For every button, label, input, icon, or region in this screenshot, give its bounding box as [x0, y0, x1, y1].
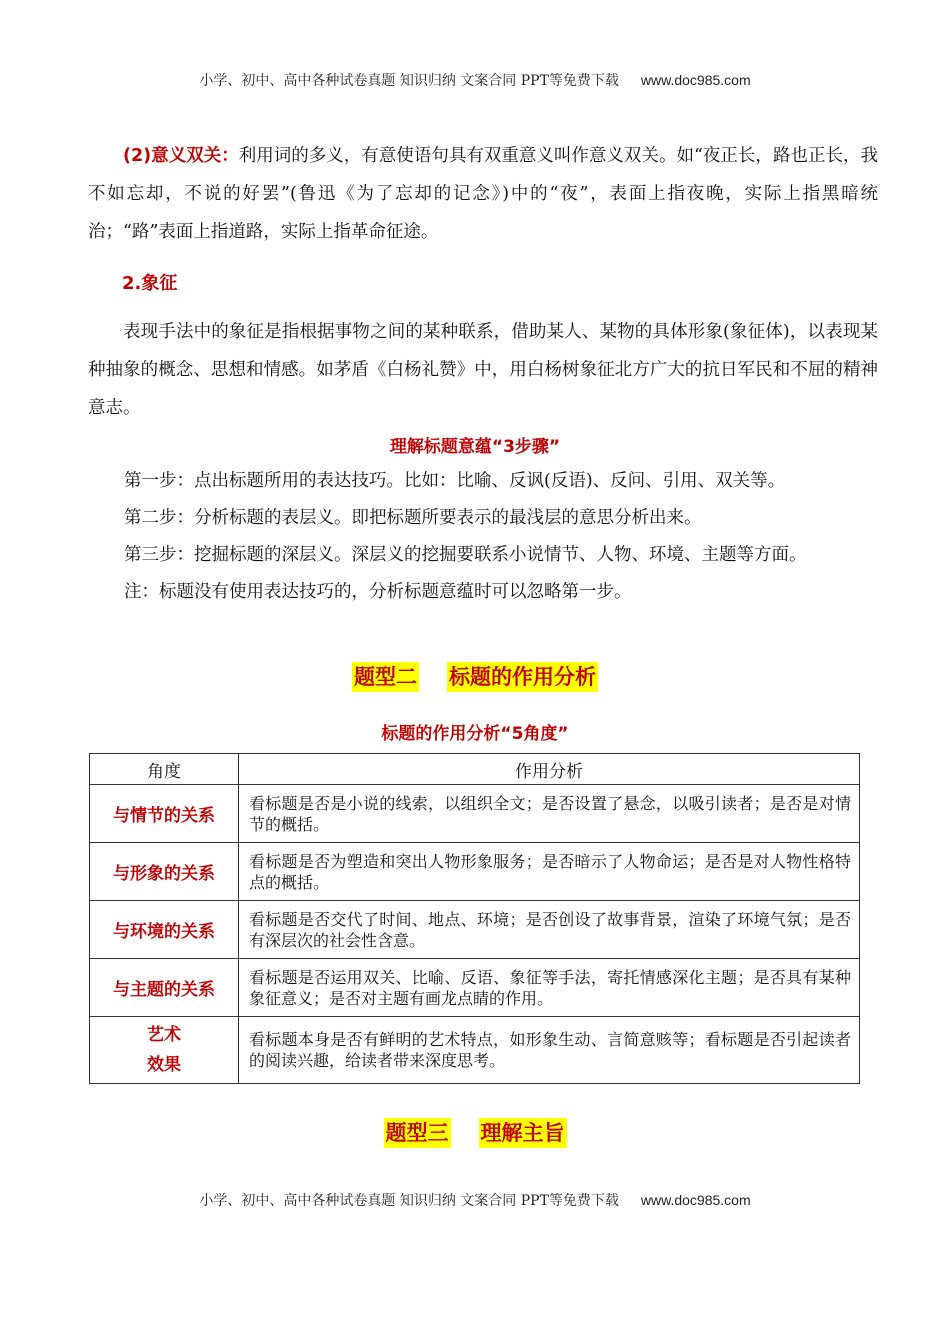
- pun-paragraph: [88, 137, 878, 251]
- angles-table: [89, 753, 860, 1084]
- section3-type-label: 题型三: [384, 1118, 451, 1148]
- symbol-heading: 2.象征: [122, 273, 178, 294]
- analysis-cell: 看标题是否交代了时间、地点、环境；是否创设了故事背景，渲染了环境气氛；是否有深层次的社会性含意。: [239, 901, 860, 959]
- step-item: [124, 500, 884, 537]
- aspect-line: 效果: [147, 1055, 181, 1075]
- table-row: [90, 1017, 860, 1084]
- section2-type-name: 标题的作用分析: [447, 662, 598, 692]
- step-label: 第二步：分析标题的表层义。: [124, 508, 352, 528]
- steps-title: 理解标题意蕴“3步骤”: [389, 437, 561, 457]
- aspect-cell: 与主题的关系: [90, 959, 239, 1017]
- table-row: [90, 843, 860, 901]
- step-text: 即把标题所要表示的最浅层的意思分析出来。: [351, 508, 702, 528]
- table-row: [90, 959, 860, 1017]
- symbol-paragraph: 表现手法中的象征是指根据事物之间的某种联系，借助某人、某物的具体形象(象征体)，以表现某种抽象的概念、思想和情感。如茅盾《白杨礼赞》中，用白杨树象征北方广大的抗日军民和不屈的精神意志。: [88, 322, 878, 418]
- section2-title: [0, 662, 950, 692]
- steps-list: [124, 463, 884, 611]
- table-title: 标题的作用分析“5角度”: [381, 724, 569, 744]
- table-header-row: [90, 754, 860, 785]
- footer-text: 小学、初中、高中各种试卷真题 知识归纳 文案合同 PPT等免费下载: [199, 1193, 619, 1209]
- section3-title: [0, 1118, 950, 1148]
- page-footer: [0, 1190, 950, 1210]
- analysis-cell: 看标题是否为塑造和突出人物形象服务；是否暗示了人物命运；是否是对人物性格特点的概括。: [239, 843, 860, 901]
- footer-url[interactable]: www.doc985.com: [640, 1192, 751, 1208]
- step-item: [124, 537, 884, 574]
- aspect-cell: 与情节的关系: [90, 785, 239, 843]
- section2-type-label: 题型二: [352, 662, 419, 692]
- step-text: 深层义的挖掘要联系小说情节、人物、环境、主题等方面。: [351, 545, 807, 565]
- step-text: 比如：比喻、反讽(反语)、反问、引用、双关等。: [404, 471, 786, 491]
- step-item: [124, 463, 884, 500]
- steps-note: 注：标题没有使用表达技巧的，分析标题意蕴时可以忽略第一步。: [124, 582, 632, 602]
- column-header-aspect: 角度: [90, 754, 239, 785]
- analysis-cell: 看标题本身是否有鲜明的艺术特点，如形象生动、言简意赅等；看标题是否引起读者的阅读兴趣，给读者带来深度思考。: [239, 1017, 860, 1084]
- page-header: [0, 70, 950, 90]
- section3-type-name: 理解主旨: [479, 1118, 567, 1148]
- pun-text: 利用词的多义，有意使语句具有双重意义叫作意义双关。如“夜正长，路也正长，我不如忘却，不说的好罢”(鲁迅《为了忘却的记念》)中的“夜”，表面上指夜晚，实际上指黑暗统治；“路”表面上指道路，实际上指革命征途。: [88, 146, 878, 242]
- analysis-cell: 看标题是否运用双关、比喻、反语、象征等手法，寄托情感深化主题；是否具有某种象征意义；是否对主题有画龙点睛的作用。: [239, 959, 860, 1017]
- aspect-line: 艺术: [147, 1025, 181, 1045]
- table-row: [90, 785, 860, 843]
- step-label: 第三步：挖掘标题的深层义。: [124, 545, 352, 565]
- table-row: [90, 901, 860, 959]
- pun-label: (2)意义双关：: [123, 146, 239, 166]
- header-url[interactable]: www.doc985.com: [640, 72, 751, 88]
- aspect-cell: [90, 1017, 239, 1084]
- aspect-cell: 与形象的关系: [90, 843, 239, 901]
- header-text: 小学、初中、高中各种试卷真题 知识归纳 文案合同 PPT等免费下载: [199, 73, 619, 89]
- aspect-cell: 与环境的关系: [90, 901, 239, 959]
- column-header-analysis: 作用分析: [239, 754, 860, 785]
- step-label: 第一步：点出标题所用的表达技巧。: [124, 471, 404, 491]
- analysis-cell: 看标题是否是小说的线索，以组织全文；是否设置了悬念，以吸引读者；是否是对情节的概括。: [239, 785, 860, 843]
